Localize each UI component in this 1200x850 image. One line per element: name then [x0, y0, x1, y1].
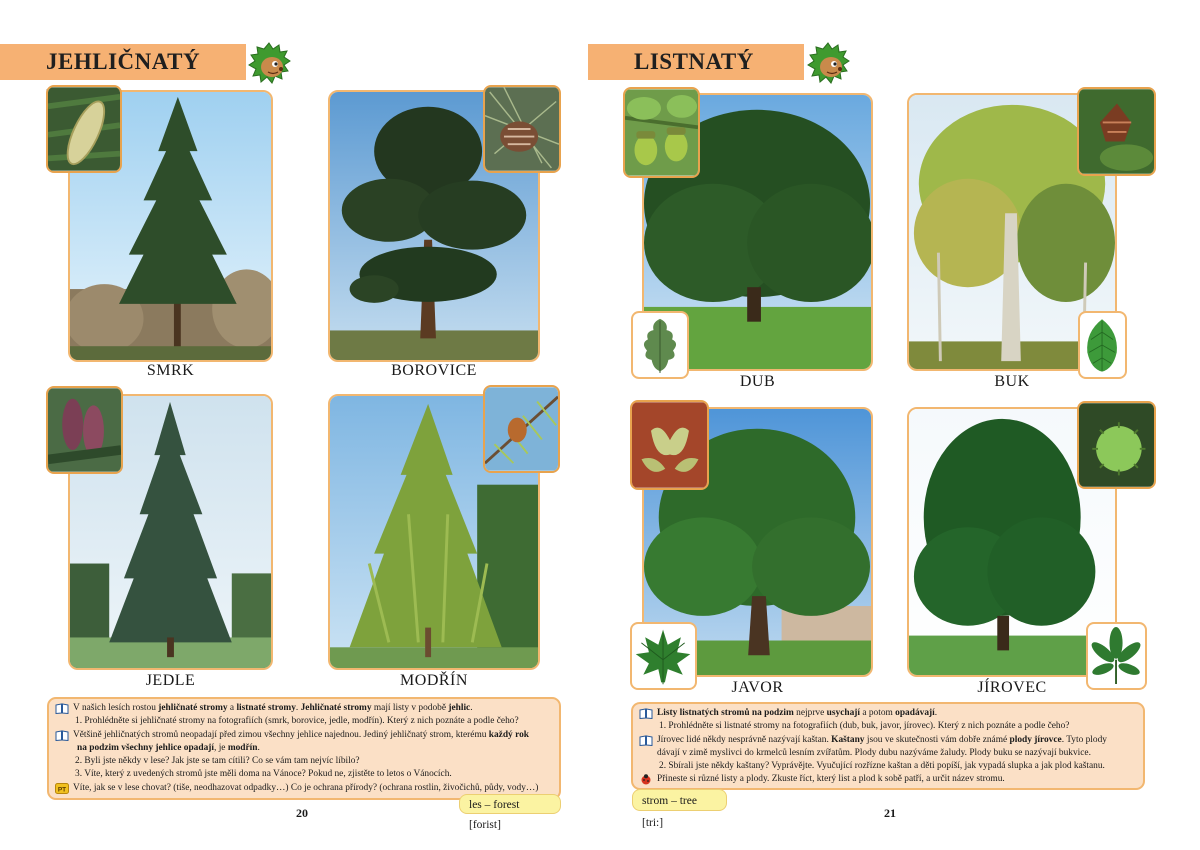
tree-name-modrin: MODŘÍN: [400, 672, 468, 689]
info-line: Jírovec lidé někdy nesprávně nazývají kaštan. Kaštany jsou ve skutečnosti vám dobře známé plody jírovce. Tyto plody: [639, 734, 1137, 747]
ladybug-mascot-icon: [639, 774, 653, 785]
inset-jirovec-fruit: [1077, 401, 1156, 489]
tree-name-dub: DUB: [739, 373, 776, 390]
info-line-cont: na podzim všechny jehlice opadají, je modřín.: [77, 742, 260, 753]
inset-jedle-cones: [46, 386, 123, 474]
hedgehog-mascot-icon: [246, 40, 292, 86]
tree-name-buk: BUK: [994, 373, 1030, 390]
book-icon: [55, 730, 69, 741]
tree-name-borovice: BOROVICE: [391, 362, 477, 379]
book-icon: [639, 708, 653, 719]
page-number-right: 21: [884, 806, 896, 820]
inset-borovice-cone: [483, 85, 561, 173]
vocab-box-left: les – forest [forist]: [459, 794, 561, 814]
inset-buk-nut: [1077, 87, 1156, 176]
question-2-left: 2. Byli jste někdy v lese? Jak jste se tam cítili? Co se vám tam nejvíc líbilo?: [75, 756, 360, 767]
pt-badge-icon: [55, 783, 69, 794]
inset-javor-seeds: [630, 400, 709, 490]
info-box-right: [631, 702, 1145, 790]
inset-modrin-cone: [483, 385, 560, 473]
tree-name-smrk: SMRK: [146, 362, 195, 379]
hedgehog-mascot-icon: [805, 40, 851, 86]
question-1-right: 1. Prohlédněte si listnaté stromy na fotografiích (dub, buk, javor, jírovec). Který z nich poznáte a podle čeho?: [659, 721, 1070, 732]
leaf-buk: [1078, 311, 1127, 379]
info-line: Listy listnatých stromů na podzim nejprve usychají a potom opadávají.: [639, 707, 1137, 720]
info-line-pt: PT Víte, jak se v lese chovat? (tiše, neodhazovat odpadky…) Co je ochrana přírody? (ochrana rostlin, živočichů, půdy, vody…): [55, 782, 553, 795]
title-text-left: JEHLIČNATÝ: [46, 49, 201, 74]
page-title-right: [588, 44, 804, 80]
tree-name-jedle: JEDLE: [145, 672, 196, 689]
question-3-left: 3. Víte, který z uvedených stromů jste měli doma na Vánoce? Pokud ne, zjistěte to letos o Vánocích.: [75, 769, 452, 780]
tree-name-javor: JAVOR: [731, 679, 784, 696]
info-line: Většině jehličnatých stromů neopadají před zimou všechny jehlice najednou. Jediný jehličnatý strom, kterému každý rok: [55, 729, 553, 742]
page-title-left: [0, 44, 246, 80]
book-icon: [55, 703, 69, 714]
inset-smrk-cone: [46, 85, 122, 173]
title-text-right: LISTNATÝ: [634, 49, 754, 74]
svg-text:PT: PT: [57, 786, 67, 794]
book-icon: [639, 735, 653, 746]
inset-dub-acorns: [623, 87, 700, 178]
question-1-left: 1. Prohlédněte si jehličnaté stromy na fotografiích (smrk, borovice, jedle, modřín). Který z nich poznáte a podle čeho?: [75, 716, 519, 727]
question-2-right: 2. Sbírali jste někdy kaštany? Vyprávějte. Vyučující rozříznе kaštan a děti popíší, jak vypadá slupka a jak plod kaštanu.: [659, 761, 1105, 772]
leaf-dub: [631, 311, 689, 379]
info-box-left: [47, 697, 561, 800]
info-line: V našich lesích rostou jehličnaté stromy a listnaté stromy. Jehličnaté stromy mají listy v podobě jehlic.: [55, 702, 553, 715]
vocab-box-right: strom – tree [tri:]: [632, 789, 727, 811]
info-line-activity: Přineste si různé listy a plody. Zkuste říct, který list a plod k sobě patří, a určit název stromu.: [639, 773, 1137, 786]
info-line-cont: dávají v zimě myslivci do krmelců lesním zvířatům. Plody dubu nazýváme žaludy. Plody buku se nazývají bukvice.: [657, 747, 1091, 758]
tree-name-jirovec: JÍROVEC: [977, 679, 1047, 696]
page-number-left: 20: [296, 806, 308, 820]
